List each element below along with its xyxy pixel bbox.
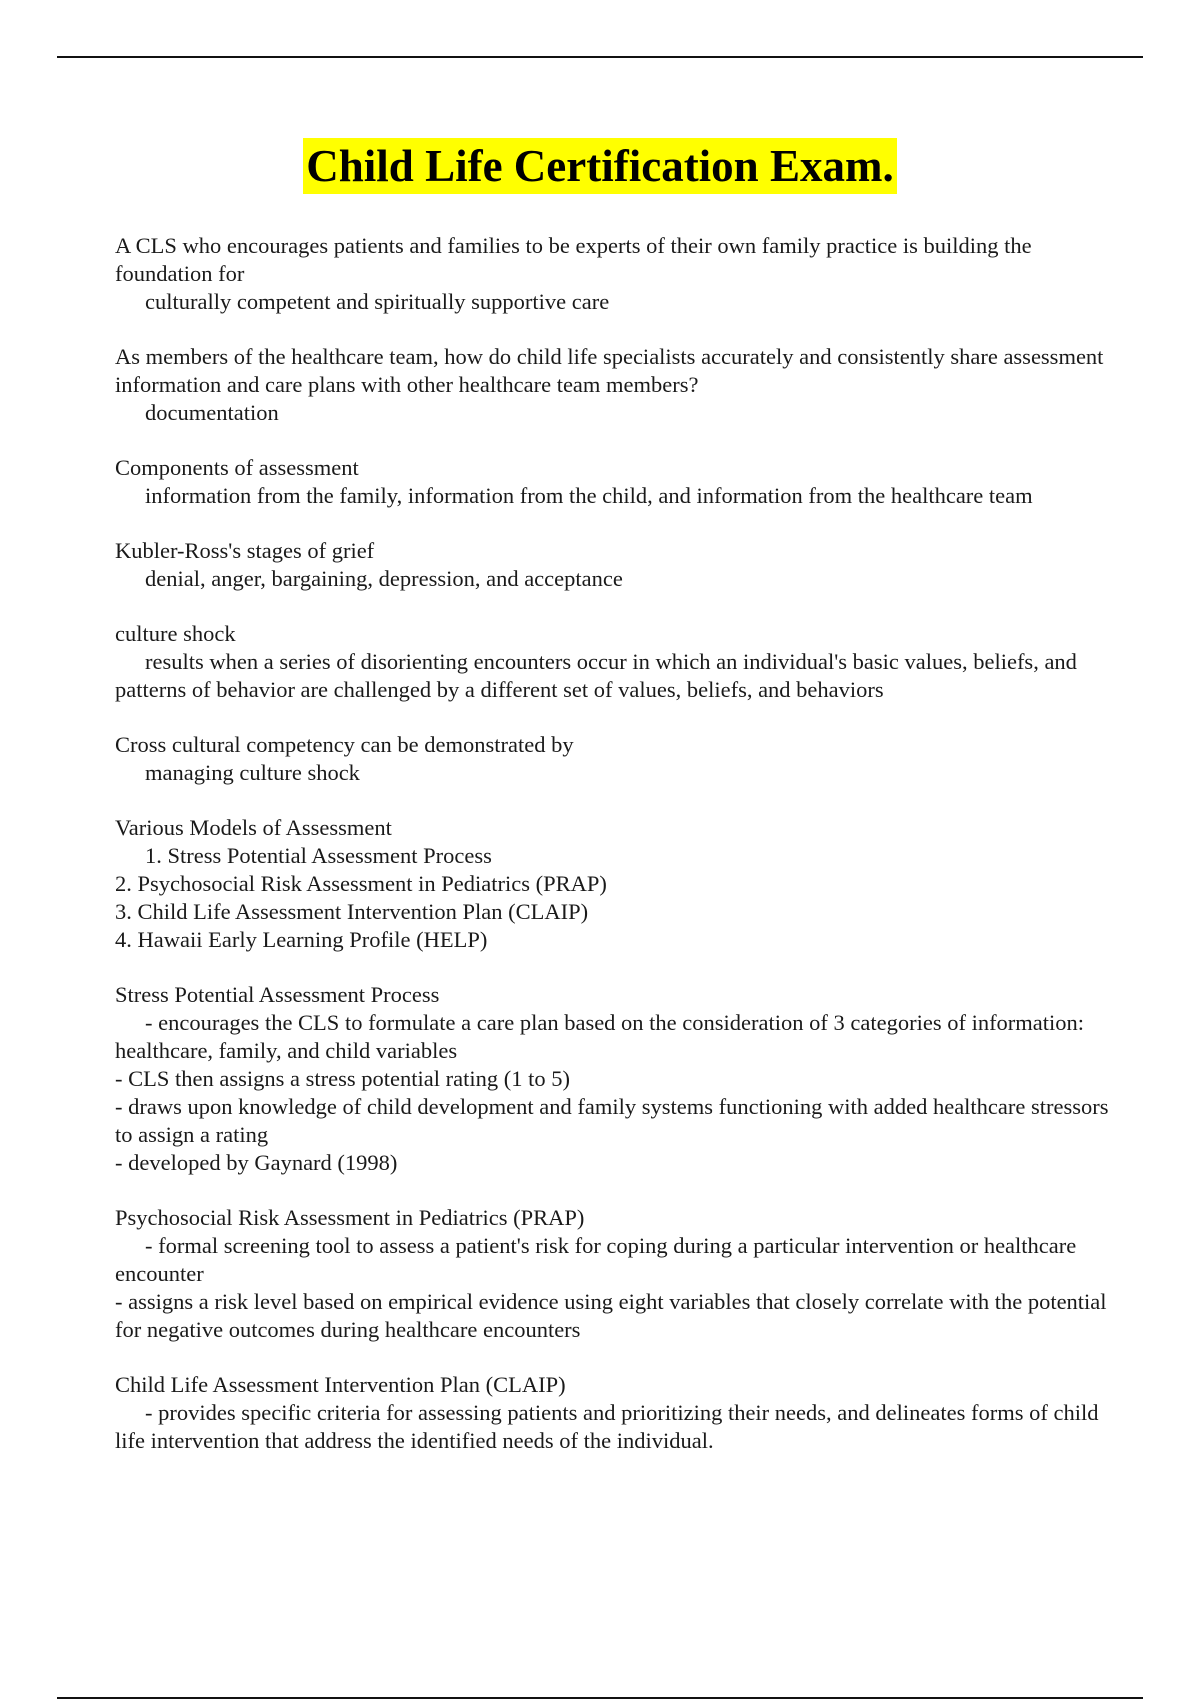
entry-definition: managing culture shock [145, 760, 360, 785]
flashcard-entry [115, 981, 1120, 1177]
flashcard-entry [115, 537, 1120, 593]
entry-term: Stress Potential Assessment Process [115, 982, 440, 1007]
page-title: Child Life Certification Exam. [303, 138, 896, 194]
flashcard-entry [115, 232, 1120, 316]
entry-term: Components of assessment [115, 455, 359, 480]
entry-term: Kubler-Ross's stages of grief [115, 538, 375, 563]
entry-term: Various Models of Assessment [115, 815, 392, 840]
bottom-rule [57, 1697, 1143, 1699]
title-wrap [0, 138, 1200, 194]
entry-definition: information from the family, information from the child, and information from the healthcare team [145, 483, 1033, 508]
flashcard-entry [115, 454, 1120, 510]
entry-term: culture shock [115, 621, 236, 646]
flashcard-entry [115, 343, 1120, 427]
entry-term: Cross cultural competency can be demonstrated by [115, 732, 574, 757]
entry-definition: - provides specific criteria for assessing patients and prioritizing their needs, and delineates forms of child life intervention that address the identified needs of the individual. [115, 1400, 1099, 1453]
flashcard-entry [115, 1371, 1120, 1455]
flashcard-entry [115, 620, 1120, 704]
entry-definition: denial, anger, bargaining, depression, and acceptance [145, 566, 623, 591]
entry-definition: - draws upon knowledge of child development and family systems functioning with added healthcare stressors to assign a rating [115, 1094, 1109, 1147]
entry-definition: 2. Psychosocial Risk Assessment in Pediatrics (PRAP) [115, 871, 607, 896]
flashcard-list [115, 232, 1120, 1482]
entry-definition: - CLS then assigns a stress potential rating (1 to 5) [115, 1066, 570, 1091]
entry-definition: documentation [145, 400, 279, 425]
entry-definition: - formal screening tool to assess a patient's risk for coping during a particular intervention or healthcare encounter [115, 1233, 1077, 1286]
flashcard-entry [115, 731, 1120, 787]
entry-term: A CLS who encourages patients and families to be experts of their own family practice is building the foundation for [115, 233, 1032, 286]
entry-term: Psychosocial Risk Assessment in Pediatrics (PRAP) [115, 1205, 585, 1230]
top-rule [57, 56, 1143, 58]
entry-definition: culturally competent and spiritually supportive care [145, 289, 610, 314]
entry-definition: - assigns a risk level based on empirical evidence using eight variables that closely correlate with the potential for negative outcomes during healthcare encounters [115, 1289, 1107, 1342]
flashcard-entry [115, 814, 1120, 954]
entry-definition: results when a series of disorienting encounters occur in which an individual's basic values, beliefs, and patterns of behavior are challenged by a different set of values, beliefs, and behaviors [115, 649, 1077, 702]
entry-definition: - encourages the CLS to formulate a care plan based on the consideration of 3 categories of information: healthcare, family, and child variables [115, 1010, 1085, 1063]
entry-term: As members of the healthcare team, how do child life specialists accurately and consistently share assessment information and care plans with other healthcare team members? [115, 344, 1104, 397]
entry-term: Child Life Assessment Intervention Plan (CLAIP) [115, 1372, 566, 1397]
entry-definition: 4. Hawaii Early Learning Profile (HELP) [115, 927, 488, 952]
entry-definition: - developed by Gaynard (1998) [115, 1150, 398, 1175]
flashcard-entry [115, 1204, 1120, 1344]
entry-definition: 3. Child Life Assessment Intervention Plan (CLAIP) [115, 899, 589, 924]
entry-definition: 1. Stress Potential Assessment Process [145, 843, 492, 868]
